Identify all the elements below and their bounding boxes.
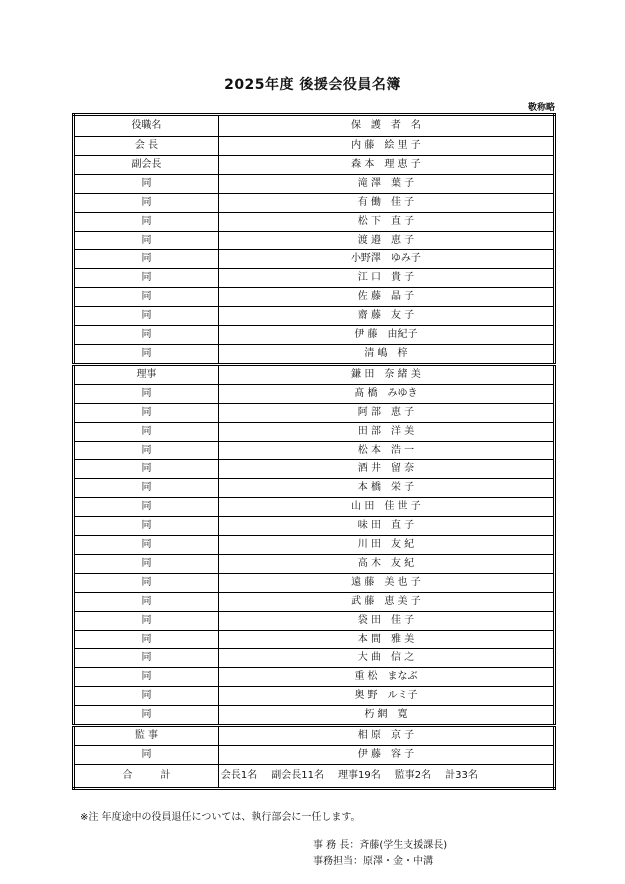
role-cell: 同 xyxy=(74,687,219,706)
name-cell: 重 松 まなぶ xyxy=(218,668,554,687)
table-row xyxy=(74,573,555,592)
role-cell: 同 xyxy=(74,706,219,726)
table-row xyxy=(74,554,555,573)
name-cell: 袋 田 佳 子 xyxy=(218,611,554,630)
table-row xyxy=(74,649,555,668)
table-row xyxy=(74,174,555,193)
name-cell: 佐 藤 晶 子 xyxy=(218,288,554,307)
total-item: 副会長11名 xyxy=(271,769,324,781)
role-cell: 同 xyxy=(74,344,219,364)
name-cell: 森 本 理 恵 子 xyxy=(218,155,554,174)
role-cell: 同 xyxy=(74,517,219,536)
name-cell: 齋 藤 友 子 xyxy=(218,307,554,326)
table-row xyxy=(74,326,555,345)
role-cell: 同 xyxy=(74,611,219,630)
role-cell: 監 事 xyxy=(74,726,219,746)
name-cell: 滝 澤 葉 子 xyxy=(218,174,554,193)
name-cell: 高 木 友 紀 xyxy=(218,554,554,573)
total-item: 監事2名 xyxy=(394,769,432,781)
role-cell: 同 xyxy=(74,441,219,460)
office-staff: 事務担当：原澤・金・中溝 xyxy=(313,856,433,867)
table-row xyxy=(74,746,555,765)
name-cell: 江 口 貴 子 xyxy=(218,269,554,288)
role-cell: 同 xyxy=(74,573,219,592)
table-row xyxy=(74,479,555,498)
table-row xyxy=(74,137,555,156)
name-cell: 阿 部 恵 子 xyxy=(218,403,554,422)
table-row xyxy=(74,536,555,555)
name-cell: 有 働 佳 子 xyxy=(218,193,554,212)
name-cell: 朽 網 寛 xyxy=(218,706,554,726)
table-row xyxy=(74,630,555,649)
name-cell: 武 藤 恵 美 子 xyxy=(218,592,554,611)
role-cell: 同 xyxy=(74,746,219,765)
name-cell: 伊 藤 由紀子 xyxy=(218,326,554,345)
table-row xyxy=(74,403,555,422)
name-cell: 伊 藤 容 子 xyxy=(218,746,554,765)
table-row xyxy=(74,364,555,384)
total-row xyxy=(74,764,555,788)
name-cell: 松 本 浩 一 xyxy=(218,441,554,460)
name-cell: 本 間 雅 美 xyxy=(218,630,554,649)
table-row xyxy=(74,307,555,326)
role-cell: 同 xyxy=(74,269,219,288)
role-cell: 同 xyxy=(74,174,219,193)
name-cell: 清 嶋 梓 xyxy=(218,344,554,364)
table-row xyxy=(74,193,555,212)
name-cell: 遠 藤 美 也 子 xyxy=(218,573,554,592)
role-cell: 同 xyxy=(74,288,219,307)
officer-table xyxy=(72,113,556,790)
name-cell: 酒 井 留 奈 xyxy=(218,460,554,479)
table-row xyxy=(74,250,555,269)
document-title: 2025年度 後援会役員名簿 xyxy=(224,77,401,93)
table-row xyxy=(74,384,555,403)
name-cell: 相 原 京 子 xyxy=(218,726,554,746)
role-cell: 同 xyxy=(74,231,219,250)
name-cell: 渡 邉 恵 子 xyxy=(218,231,554,250)
table-header-row xyxy=(74,115,555,137)
role-cell: 同 xyxy=(74,460,219,479)
table-row xyxy=(74,344,555,364)
role-cell: 同 xyxy=(74,554,219,573)
name-cell: 髙 橋 みゆき xyxy=(218,384,554,403)
role-cell: 同 xyxy=(74,384,219,403)
role-cell: 同 xyxy=(74,498,219,517)
table-row xyxy=(74,726,555,746)
name-cell: 大 曲 信 之 xyxy=(218,649,554,668)
name-cell: 奥 野 ルミ子 xyxy=(218,687,554,706)
role-cell: 同 xyxy=(74,479,219,498)
role-cell: 同 xyxy=(74,668,219,687)
role-cell: 同 xyxy=(74,250,219,269)
role-cell: 同 xyxy=(74,193,219,212)
name-cell: 小野澤 ゆみ子 xyxy=(218,250,554,269)
table-row xyxy=(74,441,555,460)
role-cell: 会 長 xyxy=(74,137,219,156)
table-row xyxy=(74,687,555,706)
total-label: 合計 xyxy=(74,764,219,788)
role-cell: 同 xyxy=(74,326,219,345)
total-item: 計33名 xyxy=(445,769,478,781)
role-cell: 同 xyxy=(74,649,219,668)
table-row xyxy=(74,706,555,726)
role-cell: 理事 xyxy=(74,364,219,384)
header-role: 役職名 xyxy=(74,115,219,137)
role-cell: 同 xyxy=(74,630,219,649)
table-row xyxy=(74,611,555,630)
role-cell: 同 xyxy=(74,403,219,422)
totals-summary xyxy=(218,764,554,788)
name-cell: 味 田 直 子 xyxy=(218,517,554,536)
table-row xyxy=(74,212,555,231)
role-cell: 同 xyxy=(74,592,219,611)
table-row xyxy=(74,460,555,479)
total-item: 会長1名 xyxy=(220,769,258,781)
role-cell: 同 xyxy=(74,536,219,555)
name-cell: 内 藤 絵 里 子 xyxy=(218,137,554,156)
honorific-note: 敬称略 xyxy=(527,103,555,113)
office-director: 事 務 長：斉藤(学生支援課長) xyxy=(313,840,448,851)
name-cell: 山 田 佳 世 子 xyxy=(218,498,554,517)
table-row xyxy=(74,155,555,174)
name-cell: 松 下 直 子 xyxy=(218,212,554,231)
footnote: ※注 年度途中の役員退任については、執行部会に一任します。 xyxy=(80,812,361,823)
table-row xyxy=(74,498,555,517)
total-item: 理事19名 xyxy=(338,769,381,781)
table-row xyxy=(74,269,555,288)
name-cell: 鎌 田 奈 緒 美 xyxy=(218,364,554,384)
table-row xyxy=(74,592,555,611)
table-row xyxy=(74,668,555,687)
office-contacts xyxy=(313,838,447,870)
header-name: 保 護 者 名 xyxy=(218,115,554,137)
role-cell: 同 xyxy=(74,212,219,231)
table-row xyxy=(74,517,555,536)
table-row xyxy=(74,231,555,250)
role-cell: 同 xyxy=(74,422,219,441)
role-cell: 同 xyxy=(74,307,219,326)
name-cell: 川 田 友 紀 xyxy=(218,536,554,555)
table-row xyxy=(74,422,555,441)
table-row xyxy=(74,288,555,307)
name-cell: 本 橋 栄 子 xyxy=(218,479,554,498)
name-cell: 田 部 洋 美 xyxy=(218,422,554,441)
role-cell: 副会長 xyxy=(74,155,219,174)
